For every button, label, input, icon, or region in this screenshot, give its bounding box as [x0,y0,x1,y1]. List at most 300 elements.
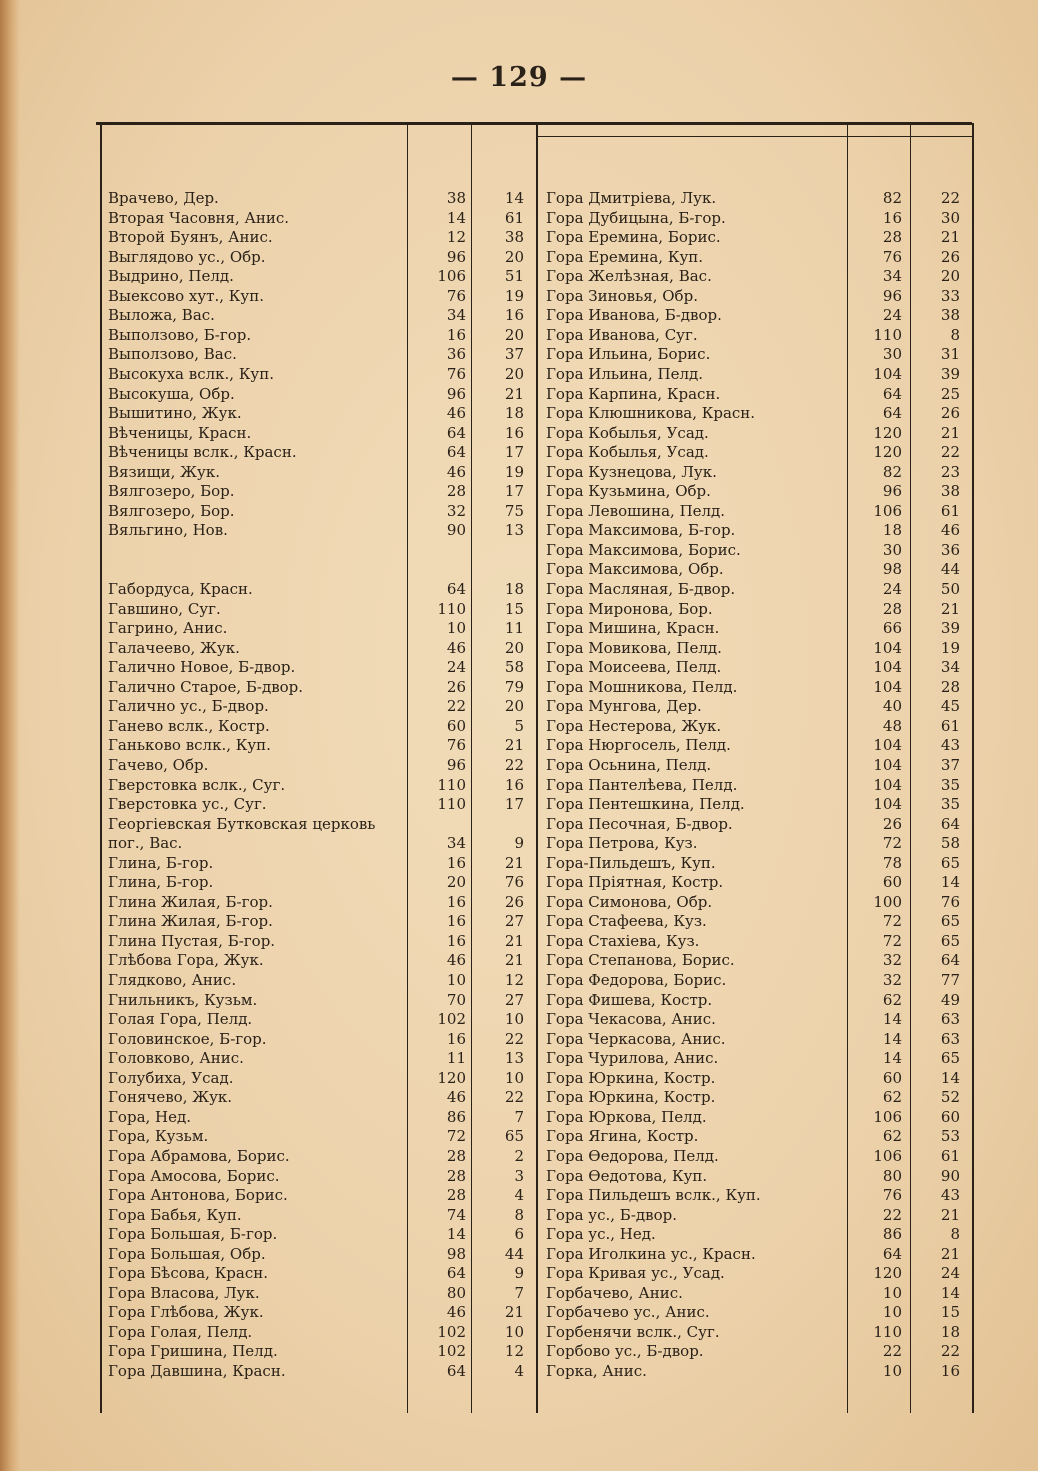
index-entry [546,794,966,814]
index-entry [108,1048,528,1068]
entry-name: Гора Иголкина ус., Красн. [546,1244,756,1263]
entry-number-b: 25 [940,384,960,403]
entry-name: Гора Нюргосель, Пелд. [546,736,731,755]
index-entry [546,1361,966,1381]
entry-name: Гора Песочная, Б-двор. [546,814,733,833]
entry-name: Гора Дубицына, Б-гор. [546,208,726,227]
entry-number-b: 39 [940,619,960,638]
entry-number-a: 46 [446,404,466,423]
entry-number-b: 14 [940,1068,960,1087]
entry-name: Выползово, Вас. [108,345,237,364]
index-entry [546,1107,966,1127]
entry-number-a: 64 [446,1362,466,1380]
entry-name: Гавшино, Суг. [108,599,221,618]
entry-name: Врачево, Дер. [108,189,219,207]
entry-number-a: 14 [882,1029,902,1048]
index-entry [108,1322,528,1342]
entry-number-b: 26 [940,404,960,423]
entry-name: Гора Ильина, Борис. [546,345,711,364]
entry-name: Гора Еремина, Куп. [546,247,704,266]
entry-number-b: 52 [940,1088,960,1107]
entry-number-a: 76 [446,736,466,755]
entry-number-b: 38 [940,482,960,501]
index-entry [108,1224,528,1244]
entry-name: Горбачево, Анис. [546,1283,683,1302]
entry-number-a: 18 [882,521,902,540]
entry-number-a: 70 [446,990,466,1009]
entry-name: Глѣбова Гора, Жук. [108,951,264,970]
index-entry [108,442,528,462]
entry-number-a: 78 [882,853,902,872]
entry-number-b: 18 [504,580,524,598]
entry-name: Гонячево, Жук. [108,1088,233,1107]
entry-number-b: 14 [940,873,960,892]
entry-number-b: 38 [940,306,960,325]
entry-number-b: 23 [940,462,960,481]
index-entry [108,462,528,482]
entry-number-a: 110 [437,795,466,814]
index-entry [546,1263,966,1283]
entry-name: Гора Кривая ус., Усад. [546,1264,725,1283]
entry-number-a: 72 [882,912,902,931]
index-entry [546,559,966,579]
entry-name: Высокуша, Обр. [108,384,235,403]
index-entry [108,325,528,345]
entry-name: Гора Амосова, Борис. [108,1166,280,1185]
entry-name: Гора Ѳедорова, Пелд. [546,1146,719,1165]
entry-number-b: 77 [940,971,960,989]
table-left-border [100,123,102,1413]
index-entry [546,540,966,560]
entry-number-b: 19 [940,638,960,657]
entry-number-b: 17 [504,795,524,814]
index-entry [108,247,528,267]
entry-name: Гора Максимова, Борис. [546,540,741,559]
entry-name: Гачево, Обр. [108,755,209,774]
entry-number-a: 76 [882,247,902,266]
entry-name: Гора Зиновья, Обр. [546,286,698,305]
entry-number-b: 21 [504,736,524,755]
index-entry [108,579,528,599]
entry-name: Горка, Анис. [546,1362,647,1380]
entry-number-b: 60 [940,1107,960,1126]
entry-number-a: 72 [882,931,902,950]
index-entry [546,1068,966,1088]
index-entry [546,403,966,423]
index-entry [108,755,528,775]
index-entry [546,227,966,247]
entry-name: Глина, Б-гор. [108,873,214,892]
entry-name: Гора Пентешкина, Пелд. [546,795,745,814]
entry-number-a: 106 [873,1107,902,1126]
entry-number-a: 16 [446,853,466,872]
entry-number-a: 82 [882,189,902,207]
index-entry [108,599,528,619]
entry-number-b: 22 [504,755,524,774]
entry-name: Гора Кобылья, Усад. [546,423,709,442]
entry-number-a: 110 [873,1322,902,1341]
entry-number-b: 14 [940,1283,960,1302]
entry-number-a: 10 [446,971,466,989]
entry-number-b: 26 [504,892,524,911]
entry-number-a: 60 [882,1068,902,1087]
entry-number-a: 28 [446,1186,466,1205]
entry-number-a: 10 [882,1362,902,1380]
entry-number-b: 33 [940,286,960,305]
entry-name: Вѣченицы, Красн. [108,423,252,442]
entry-name: Гора ус., Нед. [546,1225,656,1244]
index-entry [108,1009,528,1029]
entry-number-a: 64 [882,384,902,403]
index-entry [108,1146,528,1166]
entry-number-b: 5 [514,716,524,735]
index-entry [546,442,966,462]
entry-number-a: 74 [446,1205,466,1224]
entry-number-b: 36 [940,540,960,559]
entry-name: Выдрино, Пелд. [108,267,234,286]
index-entry [108,775,528,795]
entry-number-b: 21 [504,951,524,970]
index-entry [108,833,528,853]
entry-name: Габордуса, Красн. [108,580,253,598]
entry-name: Горбенячи вслк., Суг. [546,1322,720,1341]
entry-number-a: 66 [882,619,902,638]
entry-name: Гора Моисеева, Пелд. [546,658,722,677]
index-entry [546,501,966,521]
index-entry [546,1283,966,1303]
entry-name: Гора Кобылья, Усад. [546,443,709,462]
index-entry [108,814,528,834]
entry-number-b: 12 [504,971,524,989]
entry-number-a: 104 [873,658,902,677]
table-right-border [972,123,974,1413]
entry-number-b: 28 [940,677,960,696]
entry-number-a: 96 [446,755,466,774]
entry-number-a: 28 [882,228,902,247]
index-entry [108,794,528,814]
entry-name: Гора Масляная, Б-двор. [546,580,736,598]
entry-number-a: 86 [446,1107,466,1126]
entry-number-b: 43 [940,736,960,755]
index-entry [108,1341,528,1361]
entry-number-b: 9 [514,1264,524,1283]
entry-number-a: 10 [882,1303,902,1322]
entry-number-a: 62 [882,1127,902,1146]
entry-number-a: 16 [446,892,466,911]
entry-name: Гнильникъ, Кузьм. [108,990,258,1009]
entry-number-b: 65 [504,1127,524,1146]
index-entry [546,990,966,1010]
entry-number-b: 16 [504,306,524,325]
index-entry [546,579,966,599]
entry-number-b: 24 [940,1264,960,1283]
entry-number-b: 76 [940,892,960,911]
entry-number-a: 22 [882,1342,902,1361]
entry-number-a: 104 [873,755,902,774]
entry-number-b: 21 [504,384,524,403]
index-entry [108,618,528,638]
index-entry [546,892,966,912]
entry-number-a: 72 [882,834,902,853]
entry-name: Гора Абрамова, Борис. [108,1146,290,1165]
entry-name: Горбово ус., Б-двор. [546,1342,704,1361]
index-entry [108,384,528,404]
entry-number-b: 43 [940,1186,960,1205]
index-entry [108,481,528,501]
entry-name: Гора Ягина, Костр. [546,1127,699,1146]
entry-number-a: 120 [873,443,902,462]
entry-name: Галачеево, Жук. [108,638,240,657]
entry-name: Гора Чурилова, Анис. [546,1049,719,1068]
entry-number-b: 17 [504,482,524,501]
entry-name: Гора Мунгова, Дер. [546,697,702,716]
entry-number-a: 40 [882,697,902,716]
index-entry [108,970,528,990]
entry-name: Гора Стафеева, Куз. [546,912,707,931]
page-number: — 129 — [450,62,588,93]
index-entry [546,247,966,267]
entry-name: Гора Большая, Б-гор. [108,1225,278,1244]
entry-number-b: 9 [514,834,524,853]
entry-name: Выползово, Б-гор. [108,325,252,344]
index-entry [546,696,966,716]
entry-number-a: 10 [446,619,466,638]
entry-number-a: 102 [437,1010,466,1029]
entry-number-a: 106 [873,1146,902,1165]
entry-name: Гора Стахіева, Куз. [546,931,700,950]
entry-number-a: 120 [873,1264,902,1283]
entry-number-a: 86 [882,1225,902,1244]
entry-number-a: 14 [882,1049,902,1068]
entry-number-b: 30 [940,208,960,227]
entry-name: Гора Пантелѣева, Пелд. [546,775,738,794]
entry-name: Гора Юркова, Пелд. [546,1107,707,1126]
entry-number-a: 110 [437,775,466,794]
index-entry [546,833,966,853]
index-entry [546,344,966,364]
entry-number-a: 64 [882,404,902,423]
entry-number-a: 46 [446,951,466,970]
entry-number-a: 14 [446,208,466,227]
index-entry [546,1322,966,1342]
entry-number-a: 12 [446,228,466,247]
entry-name: Вязищи, Жук. [108,462,220,481]
index-entry [546,305,966,325]
index-entry [546,266,966,286]
entry-number-b: 27 [504,912,524,931]
index-entry [546,1205,966,1225]
index-entry [546,716,966,736]
entry-number-a: 28 [446,1146,466,1165]
index-entry [546,755,966,775]
entry-name: Гора Миронова, Бор. [546,599,713,618]
entry-name: Глина, Б-гор. [108,853,214,872]
index-entry [546,1009,966,1029]
entry-number-a: 98 [446,1244,466,1263]
entry-number-b: 14 [504,189,524,207]
entry-name: Горбачево ус., Анис. [546,1303,710,1322]
entry-name: Гора Дмитріева, Лук. [546,189,717,207]
entry-number-a: 34 [882,267,902,286]
index-entry [546,384,966,404]
entry-number-b: 53 [940,1127,960,1146]
index-entry [546,599,966,619]
entry-number-b: 16 [504,423,524,442]
entry-name: Гора Черкасова, Анис. [546,1029,726,1048]
entry-name: Гагрино, Анис. [108,619,228,638]
entry-name: Вяльгино, Нов. [108,521,228,540]
entry-number-b: 18 [940,1322,960,1341]
entry-number-b: 2 [514,1146,524,1165]
entry-number-b: 10 [504,1322,524,1341]
index-entry [546,188,966,208]
index-entry [546,423,966,443]
entry-name: Гора Иванова, Суг. [546,325,698,344]
entry-number-b: 61 [940,1146,960,1165]
entry-number-a: 64 [446,1264,466,1283]
entry-number-b: 61 [940,501,960,520]
entry-name: Голая Гора, Пелд. [108,1010,253,1029]
index-entry [546,1126,966,1146]
entry-name: Гора Юркина, Костр. [546,1068,716,1087]
entry-number-a: 64 [882,1244,902,1263]
entry-name: Голубиха, Усад. [108,1068,234,1087]
index-entry [108,423,528,443]
entry-name: Гора Кузьмина, Обр. [546,482,711,501]
entry-number-b: 65 [940,1049,960,1068]
index-entry [108,540,528,560]
entry-number-b: 22 [940,1342,960,1361]
entry-number-a: 46 [446,462,466,481]
entry-number-b: 15 [504,599,524,618]
entry-number-a: 104 [873,638,902,657]
entry-name: Вѣченицы вслк., Красн. [108,443,297,462]
index-entry [546,1048,966,1068]
index-entry [108,188,528,208]
entry-number-b: 21 [940,423,960,442]
index-entry [108,305,528,325]
entry-name: Георгіевская Бутковская церковь [108,814,376,833]
entry-number-b: 21 [940,1244,960,1263]
entry-number-b: 63 [940,1010,960,1029]
index-entry [108,911,528,931]
entry-name: Гора Давшина, Красн. [108,1362,286,1380]
entry-number-b: 37 [940,755,960,774]
index-entry [108,1361,528,1381]
entry-number-a: 96 [446,247,466,266]
entry-number-b: 22 [504,1088,524,1107]
entry-number-a: 98 [882,560,902,579]
entry-number-a: 14 [446,1225,466,1244]
entry-number-b: 18 [504,404,524,423]
entry-number-a: 104 [873,775,902,794]
entry-number-a: 120 [873,423,902,442]
entry-number-a: 64 [446,443,466,462]
entry-number-b: 65 [940,853,960,872]
entry-number-b: 34 [940,658,960,677]
entry-number-a: 32 [446,501,466,520]
entry-number-a: 24 [882,306,902,325]
entry-number-a: 16 [882,208,902,227]
entry-name: Галично ус., Б-двор. [108,697,269,716]
entry-number-a: 28 [446,1166,466,1185]
entry-number-a: 32 [882,951,902,970]
entry-number-a: 80 [446,1283,466,1302]
entry-number-a: 48 [882,716,902,735]
entry-name: Вторая Часовня, Анис. [108,208,290,227]
index-entry [108,403,528,423]
entry-name: Гора Желѣзная, Вас. [546,267,712,286]
entry-number-a: 96 [882,482,902,501]
entry-number-b: 58 [504,658,524,677]
index-entry [108,735,528,755]
entry-number-a: 80 [882,1166,902,1185]
entry-number-a: 26 [882,814,902,833]
entry-number-a: 30 [882,345,902,364]
entry-number-a: 20 [446,873,466,892]
index-entry [546,462,966,482]
entry-number-b: 16 [940,1362,960,1380]
index-entry [546,1302,966,1322]
entry-number-a: 16 [446,931,466,950]
index-entry [546,677,966,697]
entry-number-b: 10 [504,1010,524,1029]
entry-number-b: 8 [514,1205,524,1224]
index-entry [546,1244,966,1264]
entry-name: Гора Ильина, Пелд. [546,364,704,383]
entry-number-a: 104 [873,736,902,755]
entry-number-b: 35 [940,795,960,814]
entry-number-a: 104 [873,795,902,814]
entry-name: Гора Пильдешъ вслк., Куп. [546,1186,761,1205]
entry-number-a: 60 [446,716,466,735]
column-divider-middle [536,123,538,1413]
entry-number-a: 34 [446,834,466,853]
entry-number-b: 4 [514,1186,524,1205]
entry-number-a: 28 [446,482,466,501]
entry-name: Гора Антонова, Борис. [108,1186,288,1205]
entry-name: Гора Голая, Пелд. [108,1322,253,1341]
entry-number-b: 21 [504,931,524,950]
entry-number-a: 76 [446,364,466,383]
index-entry [108,1166,528,1186]
entry-number-b: 50 [940,580,960,598]
entry-number-b: 20 [504,697,524,716]
entry-name: Галично Новое, Б-двор. [108,658,296,677]
entry-number-b: 90 [940,1166,960,1185]
entry-number-b: 6 [514,1225,524,1244]
index-entry [546,775,966,795]
entry-name: Гора Клюшникова, Красн. [546,404,756,423]
entry-number-b: 22 [940,189,960,207]
index-entry [108,950,528,970]
entry-name: Глина Жилая, Б-гор. [108,912,273,931]
entry-number-a: 32 [882,971,902,989]
entry-number-a: 64 [446,580,466,598]
entry-number-a: 22 [882,1205,902,1224]
entry-number-b: 49 [940,990,960,1009]
index-entry [108,344,528,364]
entry-number-a: 104 [873,677,902,696]
entry-number-b: 13 [504,1049,524,1068]
entry-number-a: 106 [437,267,466,286]
entry-name: пог., Вас. [108,834,183,853]
index-entry [108,1283,528,1303]
entry-number-b: 76 [504,873,524,892]
entry-name: Второй Буянъ, Анис. [108,228,273,247]
entry-number-b: 21 [504,853,524,872]
entry-number-b: 20 [504,247,524,266]
